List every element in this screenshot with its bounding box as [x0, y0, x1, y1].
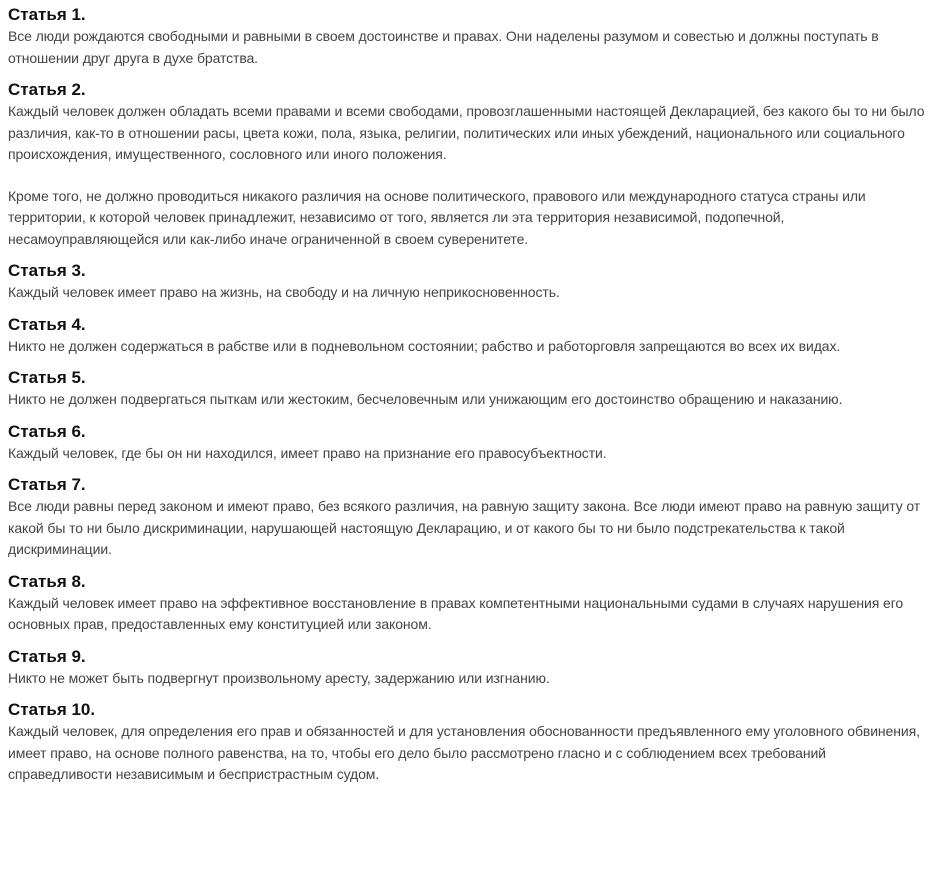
article-paragraph: Никто не может быть подвергнут произвольному аресту, задержанию или изгнанию.: [8, 669, 550, 686]
article-title: Статья 10.: [8, 700, 96, 719]
article-paragraph: Никто не должен содержаться в рабстве или в подневольном состоянии; рабство и работорговля запрещаются во всех их видах.: [8, 337, 841, 354]
article-title: Статья 8.: [8, 571, 86, 591]
article-title: Статья 4.: [8, 314, 86, 334]
article-3: [8, 260, 932, 304]
article-title: Статья 6.: [8, 421, 86, 441]
article-10: [8, 699, 932, 786]
article-paragraph: Каждый человек имеет право на жизнь, на свободу и на личную неприкосновенность.: [8, 284, 560, 300]
article-title: Статья 5.: [8, 368, 86, 387]
article-9: [8, 646, 932, 690]
article-paragraph: Никто не должен подвергаться пыткам или жестоким, бесчеловечным или унижающим его достоинство обращению и наказанию.: [8, 391, 843, 407]
article-paragraph: Кроме того, не должно проводиться никакого различия на основе политического, правового или международного статуса страны или территории, к которой человек принадлежит, независимо от того, является ли эта территория независимой, подопечной, несамоуправляющейся или как-либо иначе ограниченной в своем суверенитете.: [8, 187, 866, 247]
article-paragraph: Каждый человек должен обладать всеми правами и всеми свободами, провозглашенными настоящей Декларацией, без какого бы то ни было различия, как-то в отношении расы, цвета кожи, пола, языка, религии, политических или иных убеждений, национального или социального происхождения, имущественного, сословного или иного положения.: [8, 103, 925, 162]
article-paragraph: Все люди рождаются свободными и равными в своем достоинстве и правах. Они наделены разумом и совестью и должны поступать в отношении друг друга в духе братства.: [8, 28, 879, 66]
article-title: Статья 9.: [8, 646, 86, 666]
article-title: Статья 7.: [8, 475, 86, 494]
article-paragraph: Каждый человек имеет право на эффективное восстановление в правах компетентными национальными судами в случаях нарушения его основных прав, предоставленных ему конституцией или законом.: [8, 594, 904, 632]
article-1: [8, 4, 932, 69]
article-7: [8, 474, 932, 561]
article-8: [8, 571, 932, 636]
article-6: [8, 421, 932, 465]
article-2: [8, 79, 932, 250]
article-paragraph: Каждый человек, где бы он ни находился, имеет право на признание его правосубъектности.: [8, 444, 607, 461]
article-paragraph: Все люди равны перед законом и имеют право, без всякого различия, на равную защиту закона. Все люди имеют право на равную защиту от какой бы то ни было дискриминации, нарушающей настоящую Декларацию, и от какого бы то ни было подстрекательства к такой дискриминации.: [8, 498, 921, 557]
article-paragraph: Каждый человек, для определения его прав и обязанностей и для установления обоснованности предъявленного ему уголовного обвинения, имеет право, на основе полного равенства, на то, чтобы его дело было рассмотрено гласно и с соблюдением всех требований справедливости независимым и беспристрастным судом.: [8, 723, 920, 782]
article-5: [8, 367, 932, 411]
article-title: Статья 2.: [8, 80, 86, 99]
article-title: Статья 3.: [8, 261, 86, 280]
article-title: Статья 1.: [8, 5, 86, 24]
article-4: [8, 314, 932, 358]
